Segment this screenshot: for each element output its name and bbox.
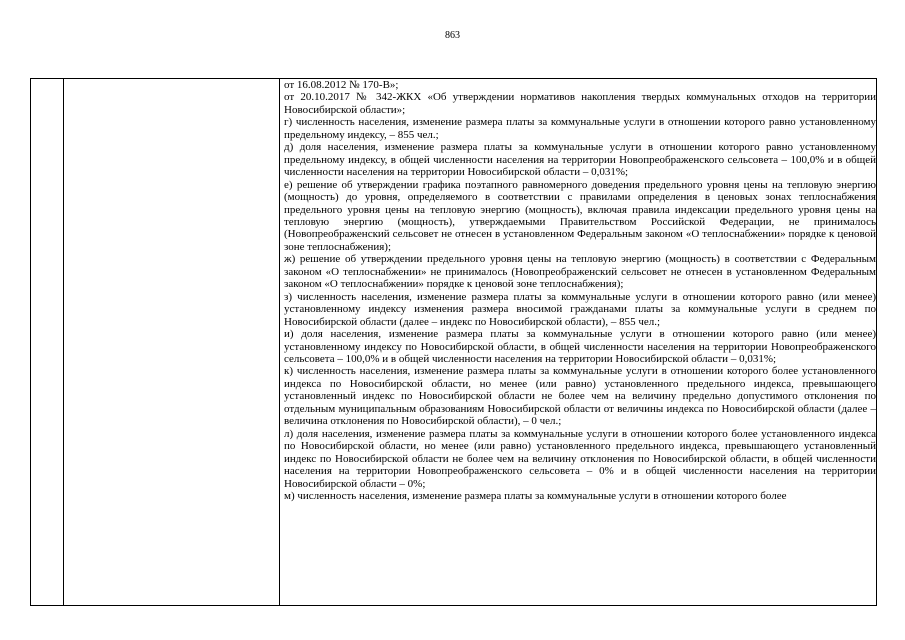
paragraph: е) решение об утверждении графика поэтапного равномерного доведения предельного уровня цены на тепловую энергию (мощность) до уровня, определяемого в соответствии с правилами определения в ценовых зонах теплоснабжения предельного уровня цены на тепловую энергию (мощность), включая правила индексации предельного уровня цены на тепловую энергию (мощность), утверждаемыми Правительством Российской Федерации, не принималось (Новопреображенский сельсовет не отнесен в установленном Федеральным законом «О теплоснабжении» порядке к ценовой зоне теплоснабжения); bbox=[284, 178, 876, 253]
paragraph: и) доля населения, изменение размера платы за коммунальные услуги в отношении которого равно (или менее) установленному индексу по Новосибирской области, в общей численности населения на территории Новопреображенского сельсовета – 100,0% и в общей численности населения на территории Новосибирской области – 0,031%; bbox=[284, 328, 876, 365]
paragraph: г) численность населения, изменение размера платы за коммунальные услуги в отношении которого равно установленному предельному индексу, – 855 чел.; bbox=[284, 116, 876, 141]
paragraph: от 20.10.2017 № 342-ЖКХ «Об утверждении нормативов накопления твердых коммунальных отходов на территории Новосибирской области»; bbox=[284, 91, 876, 116]
paragraph: от 16.08.2012 № 170-В»; bbox=[284, 79, 399, 91]
table-text-cell bbox=[284, 79, 876, 502]
paragraph: м) численность населения, изменение размера платы за коммунальные услуги в отношении которого более bbox=[284, 489, 787, 502]
document-table bbox=[30, 78, 877, 606]
page-number: 863 bbox=[445, 30, 460, 41]
paragraph: з) численность населения, изменение размера платы за коммунальные услуги в отношении которого равно (или менее) установленному индексу изменения размера вносимой гражданами платы за коммунальные услуги в среднем по Новосибирской области (далее – индекс по Новосибирской области), – 855 чел.; bbox=[284, 290, 876, 328]
paragraph: л) доля населения, изменение размера платы за коммунальные услуги в отношении которого более установленного индекса по Новосибирской области, но менее (или равно) установленного предельного индекса, превышающего установленный индекс по Новосибирской области не более чем на величину отклонения по Новосибирской области, в общей численности населения на территории Новопреображенского сельсовета – 0% и в общей численности населения на территории Новосибирской области – 0%; bbox=[284, 427, 876, 490]
table-column-number bbox=[31, 79, 64, 605]
table-column-name bbox=[64, 79, 280, 605]
paragraph: ж) решение об утверждении предельного уровня цены на тепловую энергию (мощность) в соответствии с Федеральным законом «О теплоснабжении» не принималось (Новопреображенский сельсовет не отнесен в установленном Федеральным законом «О теплоснабжении» порядке к ценовой зоне теплоснабжения); bbox=[284, 253, 876, 291]
paragraph: д) доля населения, изменение размера платы за коммунальные услуги в отношении которого равно установленному предельному индексу, в общей численности населения на территории Новопреображенского сельсовета – 100,0% и в общей численности населения на территории Новосибирской области – 0,031%; bbox=[284, 141, 876, 179]
paragraph: к) численность населения, изменение размера платы за коммунальные услуги в отношении которого более установленного индекса по Новосибирской области, но менее (или равно) установленного предельного индекса, превышающего установленный индекс по Новосибирской области не более чем на величину предельно допустимого отклонения по отдельным муниципальным образованиям Новосибирской области от величины индекса по Новосибирской области (далее – величина отклонения по Новосибирской области), – 0 чел.; bbox=[284, 365, 876, 428]
